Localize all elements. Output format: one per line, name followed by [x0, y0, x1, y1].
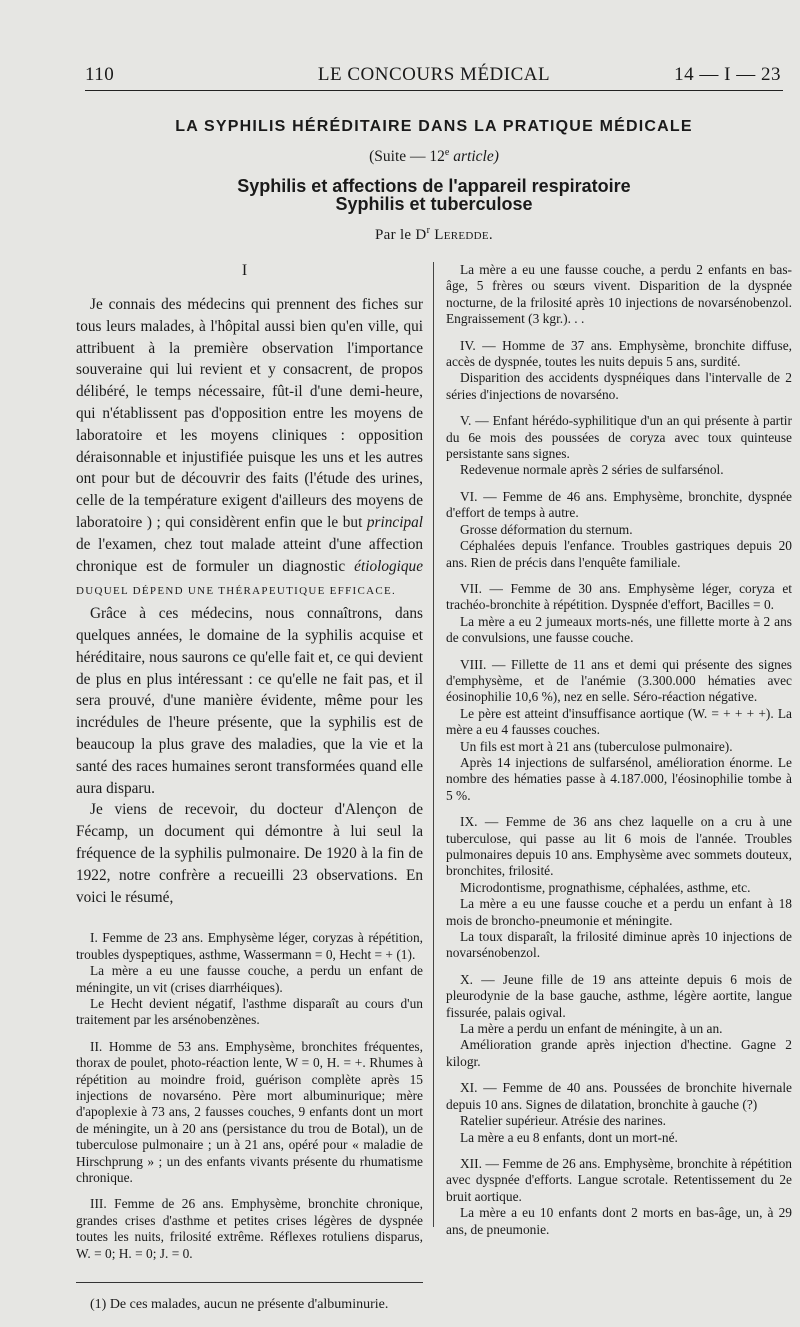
- column-divider: [433, 262, 434, 1227]
- case-paragraph: Le père est atteint d'insuffisance aortique (W. = + + + +). La mère a eu 4 fausses couches.: [446, 705, 792, 738]
- issue-date: 14 — I — 23: [674, 64, 781, 85]
- case-observation: [446, 1156, 792, 1238]
- case-paragraph: VI. — Femme de 46 ans. Emphysème, bronchite, dyspnée d'effort de temps à autre.: [446, 488, 792, 521]
- case-paragraph: X. — Jeune fille de 19 ans atteinte depuis 6 mois de pleurodynie de la base gauche, asthme, légère aortite, langue fissurée, palais ogival.: [446, 971, 792, 1020]
- journal-title: LE CONCOURS MÉDICAL: [317, 64, 551, 85]
- case-paragraph: VII. — Femme de 30 ans. Emphysème léger, coryza et trachéo-bronchite à répétition. Dyspnée d'effort, Bacilles = 0.: [446, 580, 792, 613]
- paragraph-1: Je connais des médecins qui prennent des fiches sur tous leurs malades, à l'hôpital aussi bien qu'en ville, qui attribuent à la première observation l'importance souveraine qui lui revient et y consacrent, de propos délibéré, le temps nécessaire, fût-il d'une demi-heure, qui n'établissent pas d'opposition entre les moyens de laboratoire et les moyens cliniques : opposition déraisonnable et injustifiée puisque les uns et les autres ont pour but de découvrir des faits (l'étude des urines, celle de la température exigent d'ailleurs des moyens de laboratoire ) ; qui considèrent enfin que le but principal de l'examen, chez tout malade atteint d'une affection chronique est de formuler un diagnostic étiologique DUQUEL DÉPEND UNE THÉRAPEUTIQUE EFFICACE.: [76, 296, 423, 598]
- case-paragraph: II. Homme de 53 ans. Emphysème, bronchites fréquentes, thorax de poulet, photo-réaction lente, W = 0, H. = +. Rhumes à répétition au moindre froid, guérison complète après 15 injections de novarséno. Père mort albuminurique; mère d'apoplexie à 73 ans, 2 fausses couches, 9 enfants dont un mort de méningite, un à 20 ans (persistance du trou de Botal), un de tuberculose pulmonaire ; un à 21 ans, opéré pour « maladie de Hirschprung » ; un des enfants vivants présente du rhumatisme chronique.: [76, 1038, 423, 1185]
- case-paragraph: La toux disparaît, la frilosité diminue après 10 injections de novarsénobenzol.: [446, 929, 792, 961]
- case-paragraph: La mère a eu 8 enfants, dont un mort-né.: [460, 1129, 678, 1145]
- case-paragraph: La mère a eu 10 enfants dont 2 morts en bas-âge, un, à 29 ans, de pneumonie.: [446, 1205, 792, 1237]
- continuation-line: (Suite — 12e article): [369, 147, 499, 166]
- case-observation: [76, 930, 423, 1028]
- section-number: I: [241, 262, 248, 279]
- article-title-line2: Syphilis et tuberculose: [335, 194, 533, 215]
- case-observation: [446, 262, 792, 328]
- page-header: [85, 62, 783, 91]
- byline: Par le $D^r$ Leredde.: [375, 225, 493, 244]
- case-paragraph: VIII. — Fillette de 11 ans et demi qui présente des signes d'emphysème, et de l'anémie (3.300.000 hématies avec éosinophilie 10,6 %), nez en selle. Séro-réaction négative.: [446, 656, 792, 705]
- case-observation: [76, 1196, 423, 1262]
- title-block: [85, 118, 783, 244]
- case-paragraph: Après 14 injections de sulfarsénol, amélioration énorme. Le nombre des hématies passe à 4.187.000, l'éosinophilie tombe à 5 %.: [446, 754, 792, 803]
- case-observation: [446, 338, 792, 404]
- article-number: 12: [429, 148, 445, 166]
- case-paragraph: La mère a eu une fausse couche et a perdu un enfant à 18 mois de broncho-pneumonie et méningite.: [446, 896, 792, 928]
- left-column: [76, 262, 423, 1327]
- case-paragraph: I. Femme de 23 ans. Emphysème léger, coryzas à répétition, troubles dyspeptiques, asthme, Wassermann = 0, Hecht = + (1).: [76, 930, 423, 962]
- case-paragraph: III. Femme de 26 ans. Emphysème, bronchite chronique, grandes crises d'asthme et petites crises légères de dyspnée toutes les nuits, frilosité extrême. Réflexes rotuliens disparus, W. = 0; H. = 0; J. = 0.: [76, 1196, 423, 1261]
- case-observation: [446, 972, 792, 1070]
- case-paragraph: Le Hecht devient négatif, l'asthme disparaît au cours d'un traitement par les arsénobenzènes.: [76, 995, 423, 1028]
- case-paragraph: Céphalées depuis l'enfance. Troubles gastriques depuis 20 ans. Rien de précis dans l'enquête familiale.: [446, 538, 792, 570]
- footnote-rule: [76, 1282, 423, 1283]
- case-observation: [446, 814, 792, 962]
- article-title: [85, 177, 783, 213]
- case-paragraph: La mère a eu une fausse couche, a perdu 2 enfants en bas-âge, 5 frères ou sœurs vivent. Disparition de la dyspnée nocturne, de la frilosité après 10 injections de novarsénobenzol. Engraissement (3 kgr.). . .: [446, 262, 792, 327]
- paragraph-3: Je viens de recevoir, du docteur d'Alençon de Fécamp, un document qui démontre à lui seul la fréquence de la syphilis pulmonaire. De 1920 à la fin de 1922, notre confrère a recueilli 23 observations. En voici le résumé,: [76, 801, 423, 906]
- case-observation: [76, 1039, 423, 1187]
- case-paragraph: Amélioration grande après injection d'hectine. Gagne 2 kilogr.: [446, 1037, 792, 1069]
- case-paragraph: La mère a eu 2 jumeaux morts-nés, une fillette morte à 2 ans de convulsions, une fausse couche.: [446, 613, 792, 646]
- case-paragraph: V. — Enfant hérédo-syphilitique d'un an qui présente à partir du 6e mois des poussées de coryza avec toux quinteuse persistante sans signes.: [446, 413, 792, 462]
- case-paragraph: XII. — Femme de 26 ans. Emphysème, bronchite à répétition avec dyspnée d'efforts. Langue scrotale. Retentissement du 2e bruit aortique.: [446, 1155, 792, 1204]
- case-paragraph: IV. — Homme de 37 ans. Emphysème, bronchite diffuse, accès de dyspnée, toutes les nuits depuis 5 ans, surdité.: [446, 337, 792, 370]
- paragraph-2: Grâce à ces médecins, nous connaîtrons, dans quelques années, le domaine de la syphilis acquise et héréditaire, nous saurons ce qu'elle fait et, ce qui devient de plus en plus intéressant : ce qu'elle ne fait pas, et il sera prouvé, d'une manière évidente, même pour les incrédules de l'heure présente, que la syphilis est de beaucoup la plus grave des maladies, que la vie et la santé des races humaines seront transformées quand elle aura disparu.: [76, 605, 423, 797]
- footnote: (1) De ces malades, aucun ne présente d'albuminurie.: [90, 1297, 389, 1313]
- case-paragraph: La mère a eu une fausse couche, a perdu un enfant de méningite, un vit (crises diarrhéiques).: [76, 963, 423, 995]
- page-number: 110: [85, 64, 115, 85]
- case-paragraph: XI. — Femme de 40 ans. Poussées de bronchite hivernale depuis 10 ans. Signes de dilatation, bronchite à gauche (?): [446, 1080, 792, 1112]
- case-paragraph: Ratelier supérieur. Atrésie des narines.: [460, 1113, 666, 1129]
- case-observation: [446, 1080, 792, 1146]
- case-observation: [446, 413, 792, 479]
- case-paragraph: La mère a perdu un enfant de méningite, à un an.: [460, 1021, 723, 1037]
- case-paragraph: Grosse déformation du sternum.: [460, 521, 633, 537]
- case-paragraph: Disparition des accidents dyspnéiques dans l'intervalle de 2 séries d'injections de novarséno.: [446, 370, 792, 402]
- case-observation: [446, 489, 792, 571]
- right-case-list: [446, 262, 792, 1238]
- case-paragraph: IX. — Femme de 36 ans chez laquelle on a cru à une tuberculose, qui passe au lit 6 mois de l'année. Troubles pulmonaires depuis 10 ans. Emphysème avec sommets douteux, bronchites, frilosité.: [446, 814, 792, 879]
- right-column: [446, 262, 792, 1238]
- main-title: LA SYPHILIS HÉRÉDITAIRE DANS LA PRATIQUE MÉDICALE: [175, 118, 693, 135]
- left-case-list: [76, 930, 423, 1262]
- case-observation: [446, 581, 792, 647]
- case-paragraph: Un fils est mort à 21 ans (tuberculose pulmonaire).: [460, 738, 733, 754]
- article-title-line1: Syphilis et affections de l'appareil respiratoire: [237, 176, 631, 197]
- case-observation: [446, 657, 792, 805]
- case-paragraph: Redevenue normale après 2 séries de sulfarsénol.: [460, 462, 724, 478]
- case-paragraph: Microdontisme, prognathisme, céphalées, asthme, etc.: [460, 879, 751, 895]
